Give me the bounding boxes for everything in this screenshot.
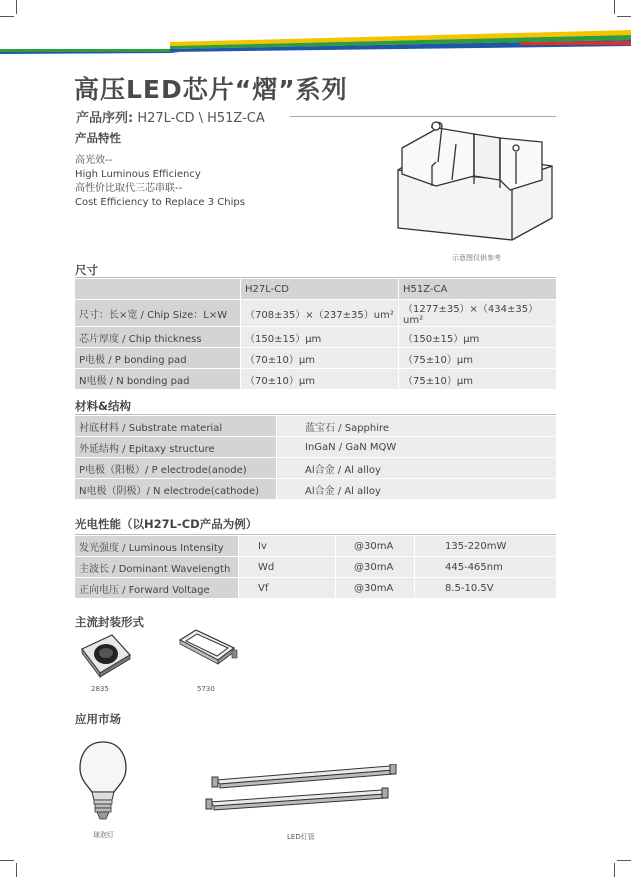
material-row-label: 外延结构 / Epitaxy structure [75,437,276,458]
features-list [75,154,245,210]
size-cell: （75±10）μm [398,369,556,390]
size-cell: （75±10）μm [398,348,556,369]
optical-row-label: 主波长 / Dominant Wavelength [75,557,238,578]
page-title: 高压LED芯片“熠”系列 [74,75,348,104]
application-label: 球泡灯 [93,831,114,839]
header-stripes [0,28,631,58]
optical-symbol: Vf [238,578,335,599]
application-label: LED灯管 [287,833,315,841]
packages-heading: 主流封装形式 [75,615,144,629]
feature-line: High Luminous Efficiency [75,169,201,180]
optical-row-label: 正向电压 / Forward Voltage [75,578,238,599]
optical-condition: @30mA [335,557,414,578]
optical-symbol: Iv [238,536,335,557]
package-2835-image [78,633,134,679]
size-row-label: N电极 / N bonding pad [75,369,240,390]
material-heading: 材料&结构 [75,399,132,413]
feature-line: Cost Efficiency to Replace 3 Chips [75,197,245,208]
size-cell: （708±35）×（237±35）um² [240,300,398,327]
size-cell: （70±10）μm [240,348,398,369]
optical-symbol: Wd [238,557,335,578]
material-row-label: N电极（阴极）/ N electrode(cathode) [75,479,276,500]
size-col-header: H27L-CD [240,279,398,300]
optical-value: 8.5-10.5V [414,578,556,599]
optical-heading: 光电性能（以H27L-CD产品为例） [75,517,258,531]
size-row-label: 尺寸：长×宽 / Chip Size：L×W [75,300,240,327]
optical-value: 445-465nm [414,557,556,578]
size-cell: （70±10）μm [240,369,398,390]
size-row-label: P电极 / P bonding pad [75,348,240,369]
title-rule [290,116,556,117]
optical-value: 135-220mW [414,536,556,557]
material-cell: 蓝宝石 / Sapphire [276,416,556,437]
crop-mark [16,863,17,877]
chip-illustration [392,118,558,248]
crop-mark [617,860,631,861]
material-cell: Al合金 / Al alloy [276,479,556,500]
bulb-image [78,740,128,824]
material-cell: InGaN / GaN MQW [276,437,556,458]
size-header-blank [75,279,240,300]
size-table [75,279,556,390]
material-table [75,416,556,500]
product-series [76,107,265,126]
size-cell: （1277±35）×（434±35）um² [398,300,556,327]
crop-mark [614,0,615,14]
package-5730-image [176,626,238,670]
material-cell: Al合金 / Al alloy [276,458,556,479]
package-label: 5730 [197,685,215,693]
series-models: H27L-CD \ H51Z-CA [137,111,265,126]
optical-table [75,536,556,599]
size-cell: （150±15）μm [398,327,556,348]
crop-mark [0,860,14,861]
size-cell: （150±15）μm [240,327,398,348]
feature-line: 高光效-- [75,155,113,166]
size-heading: 尺寸 [75,263,98,277]
features-heading: 产品特性 [75,131,121,145]
crop-mark [614,863,615,877]
material-row-label: P电极（阳极）/ P electrode(anode) [75,458,276,479]
series-label: 产品序列: [76,111,134,126]
section-rule [75,414,556,415]
section-rule [75,277,556,278]
section-rule [75,534,556,535]
optical-condition: @30mA [335,536,414,557]
figure-caption: 示意图仅供参考 [452,254,501,262]
applications-heading: 应用市场 [75,712,121,726]
size-col-header: H51Z-CA [398,279,556,300]
material-row-label: 衬底材料 / Substrate material [75,416,276,437]
optical-row-label: 发光强度 / Luminous Intensity [75,536,238,557]
crop-mark [16,0,17,14]
crop-mark [617,16,631,17]
size-row-label: 芯片厚度 / Chip thickness [75,327,240,348]
led-tube-image [204,764,400,814]
crop-mark [0,16,14,17]
package-label: 2835 [91,685,109,693]
feature-line: 高性价比取代三芯串联-- [75,183,183,194]
optical-condition: @30mA [335,578,414,599]
